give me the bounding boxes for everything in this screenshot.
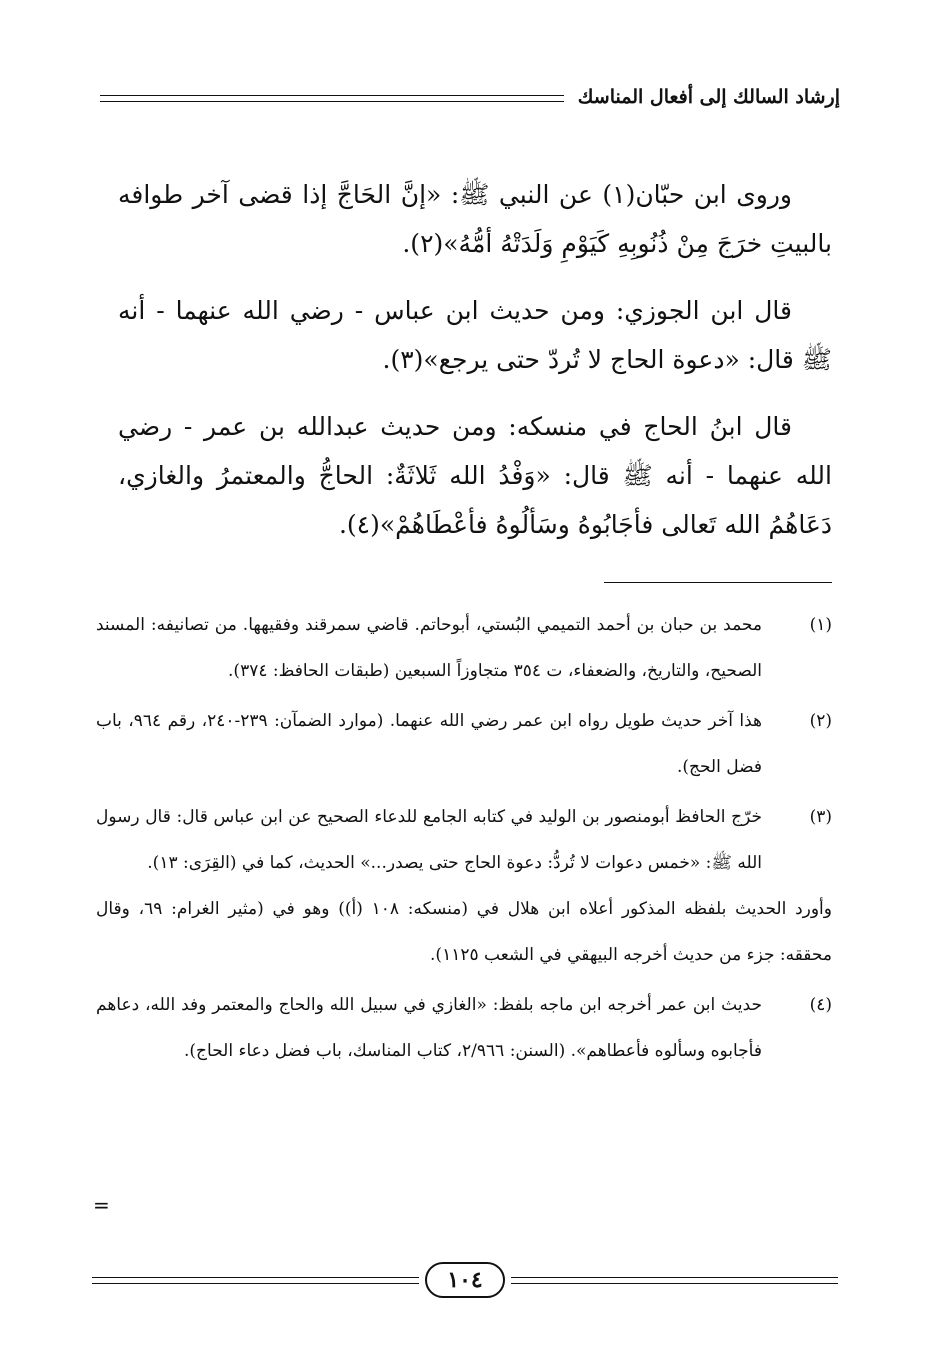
footnote-number: (١) (809, 615, 832, 635)
page-number: ١٠٤ (425, 1262, 504, 1298)
main-text (118, 170, 832, 567)
footnote-4 (96, 982, 832, 1074)
footnote-2 (96, 698, 832, 790)
footnote-separator (604, 582, 832, 583)
paragraph-ibn-alhaj (118, 402, 832, 549)
running-header (100, 82, 840, 112)
footnote-text: هذا آخر حديث طويل رواه ابن عمر رضي الله عنهما. (موارد الضمآن: ٢٣٩-٢٤٠، رقم ٩٦٤، باب فضل الحج). (96, 711, 762, 777)
footnote-text: حديث ابن عمر أخرجه ابن ماجه بلفظ: «الغازي في سبيل الله والحاج والمعتمر وفد الله، دعاهم فأجابوه وسألوه فأعطاهم». (السنن: ٢/٩٦٦، كتاب المناسك، باب فضل دعاء الحاج). (96, 995, 762, 1061)
paragraph-ibn-aljawzi (118, 286, 832, 384)
footer-rule-right (511, 1277, 838, 1284)
continuation-mark: = (93, 1193, 110, 1217)
page-footer (92, 1260, 838, 1300)
paragraph-ibn-hibban (118, 170, 832, 268)
footnote-3-continuation: وأورد الحديث بلفظه المذكور أعلاه ابن هلال في (منسكه: ١٠٨ (أ)) وهو في (مثير الغرام: ٦٩، وقال محققه: جزء من حديث أخرجه البيهقي في الشعب ١١٢٥). (96, 899, 832, 965)
footnote-text: خرّج الحافظ أبومنصور بن الوليد في كتابه الجامع للدعاء الصحيح عن ابن عباس قال: قال رسول الله ﷺ: «خمس دعوات لا تُردُّ: دعوة الحاج حتى يصدر...» الحديث، كما في (القِرَى: ١٣). (96, 807, 762, 873)
footnote-text: محمد بن حبان بن أحمد التميمي البُستي، أبوحاتم. قاضي سمرقند وفقيهها. من تصانيفه: المسند الصحيح، والتاريخ، والضعفاء، ت ٣٥٤ متجاوزاً السبعين (طبقات الحافظ: ٣٧٤). (96, 615, 762, 681)
footnote-number: (٤) (809, 995, 832, 1015)
footnote-3 (96, 794, 832, 886)
footnote-number: (٢) (809, 711, 832, 731)
paragraph-text: قال ابنُ الحاج في منسكه: ومن حديث عبدالله بن عمر - رضي الله عنهما - أنه ﷺ قال: «وَفْدُ الله ثَلاثَةٌ: الحاجُّ والمعتمرُ والغازي، دَعَاهُمُ الله تَعالى فأجَابُوهُ وسَألُوهُ فأعْطَاهُمْ»(٤). (118, 412, 832, 539)
paragraph-text: وروى ابن حبّان(١) عن النبي ﷺ: «إنَّ الحَاجَّ إذا قضى آخر طوافه بالبيتِ خرَجَ مِنْ ذُنُوبِهِ كَيَوْمِ وَلَدَتْهُ أمُّهُ»(٢). (118, 180, 832, 258)
footnotes (96, 602, 832, 1078)
paragraph-text: قال ابن الجوزي: ومن حديث ابن عباس - رضي الله عنهما - أنه ﷺ قال: «دعوة الحاج لا تُردّ حتى يرجع»(٣). (118, 296, 832, 374)
footnote-number: (٣) (809, 807, 832, 827)
header-double-rule (100, 95, 564, 102)
footnote-1 (96, 602, 832, 694)
footer-rule-left (92, 1277, 419, 1284)
book-title: إرشاد السالك إلى أفعال المناسك (577, 86, 840, 108)
